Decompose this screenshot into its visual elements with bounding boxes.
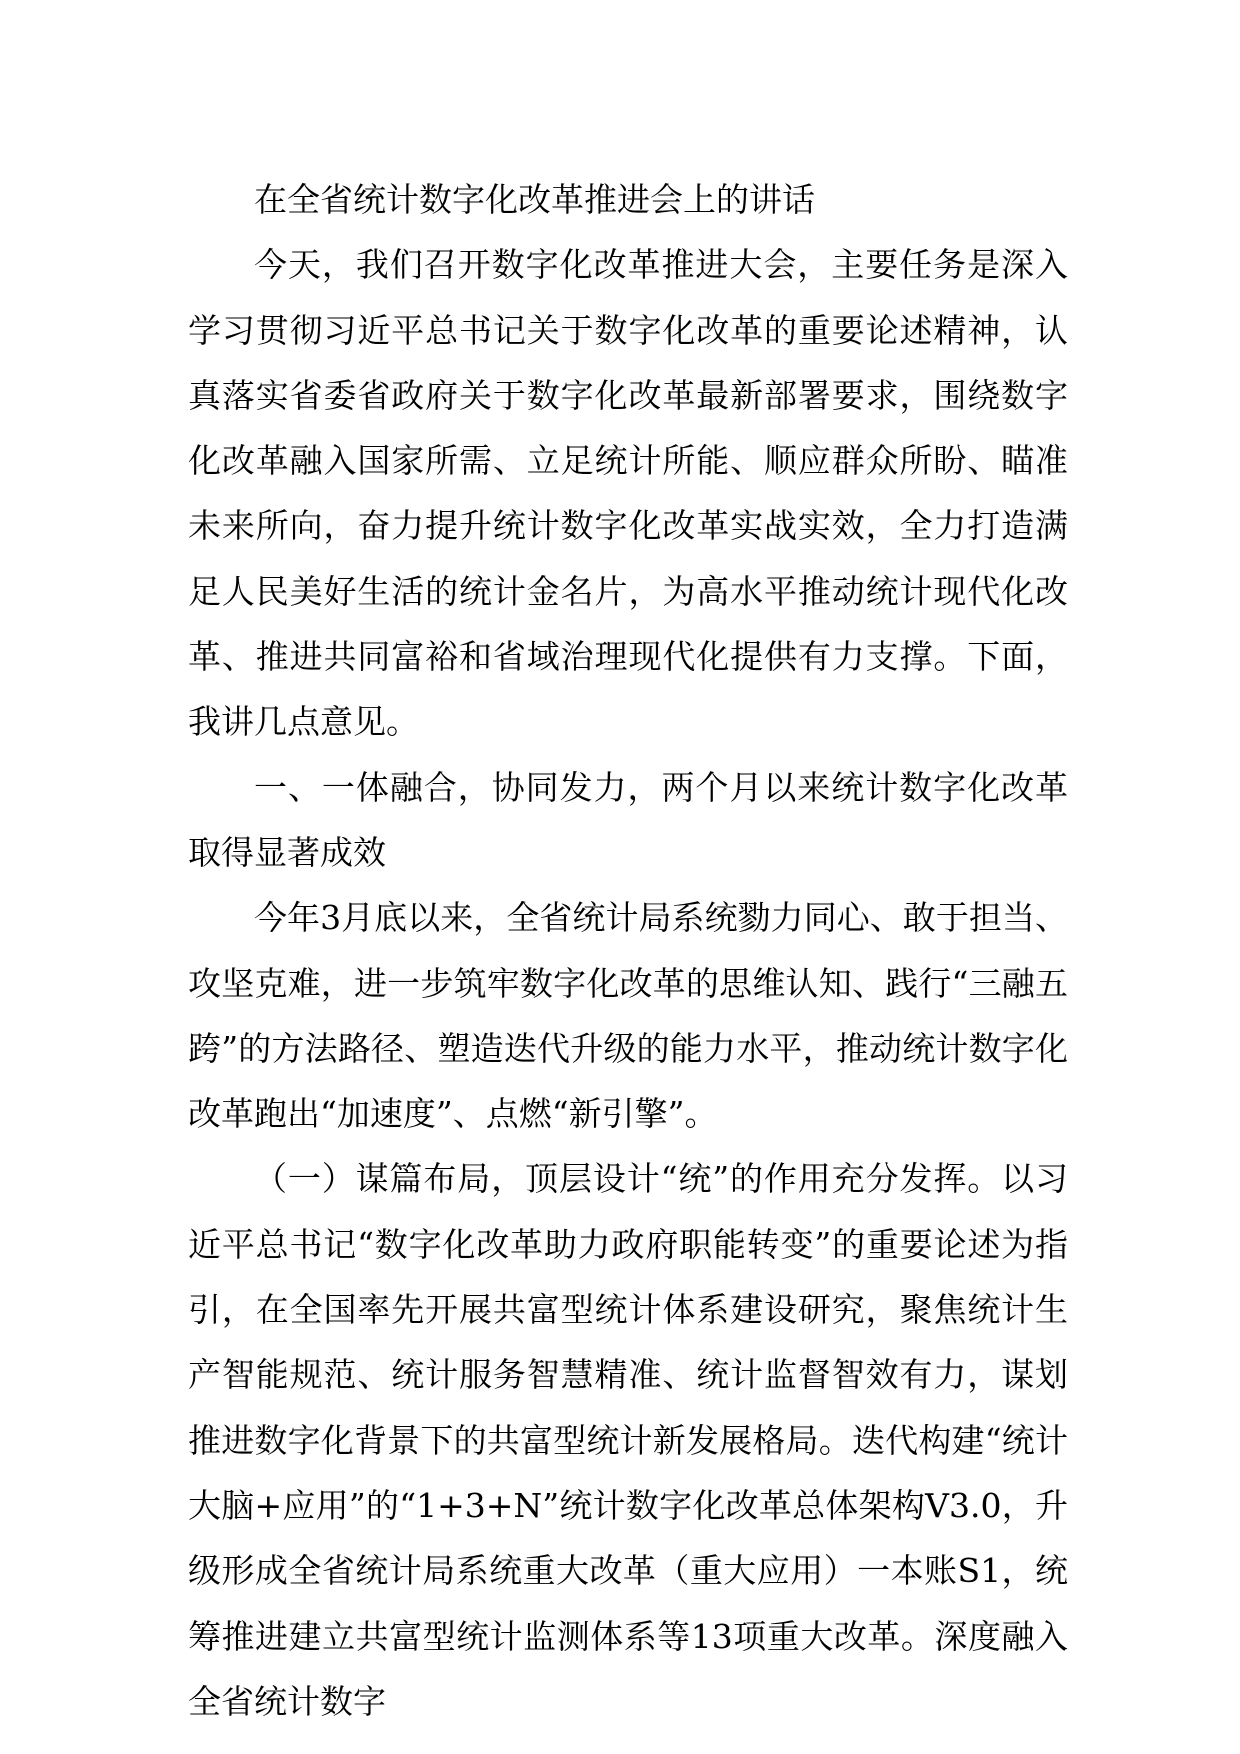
document-body: [188, 167, 1068, 1734]
paragraph-progress: 今年3月底以来，全省统计局系统勠力同心、敢于担当、攻坚克难，进一步筑牢数字化改革的思维认知、践行“三融五跨”的方法路径、塑造迭代升级的能力水平，推动统计数字化改革跑出“加速度”、点燃“新引擎”。: [188, 898, 1068, 1134]
document-title: 在全省统计数字化改革推进会上的讲话: [254, 180, 815, 219]
paragraph-intro: 今天，我们召开数字化改革推进大会，主要任务是深入学习贯彻习近平总书记关于数字化改革的重要论述精神，认真落实省委省政府关于数字化改革最新部署要求，围绕数字化改革融入国家所需、立足统计所能、顺应群众所盼、瞄准未来所向，奋力提升统计数字化改革实战实效，全力打造满足人民美好生活的统计金名片，为高水平推动统计现代化改革、推进共同富裕和省域治理现代化提供有力支撑。下面，我讲几点意见。: [188, 245, 1068, 742]
section-heading-one: 一、一体融合，协同发力，两个月以来统计数字化改革取得显著成效: [188, 767, 1068, 872]
paragraph-subsection-one: （一）谋篇布局，顶层设计“统”的作用充分发挥。以习近平总书记“数字化改革助力政府职能转变”的重要论述为指引，在全国率先开展共富型统计体系建设研究，聚焦统计生产智能规范、统计服务智慧精准、统计监督智效有力，谋划推进数字化背景下的共富型统计新发展格局。迭代构建“统计大脑+应用”的“1+3+N”统计数字化改革总体架构V3.0，升级形成全省统计局系统重大改革（重大应用）一本账S1，统筹推进建立共富型统计监测体系等13项重大改革。深度融入全省统计数字: [188, 1159, 1068, 1721]
